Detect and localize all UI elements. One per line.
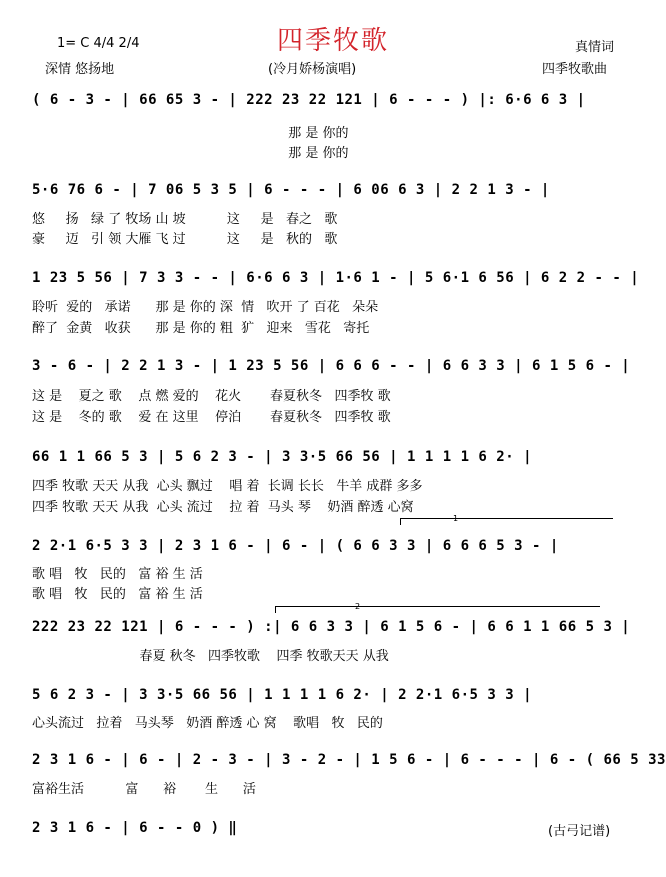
score-system-5-notes: 66 1 1 66 5 3 | 5 6 2 3 - | 3 3·5 66 56 | 1 1 1 1 6 2· |: [32, 449, 533, 465]
score-system-9-lyrics: 富裕生活 富 裕 生 活: [32, 782, 256, 797]
score-system-1-notes: ( 6 - 3 - | 66 65 3 - | 222 23 22 121 | 6 - - - ) |: 6·6 6 3 |: [32, 92, 586, 108]
score-system-7-lyrics: 春夏 秋冬 四季牧歌 四季 牧歌天天 从我: [32, 649, 389, 664]
score-system-4-lyrics-verse-2: 这 是 冬的 歌 爱 在 这里 停泊 春夏秋冬 四季牧 歌: [32, 410, 391, 425]
score-system-2-lyrics-verse-1: 悠 扬 绿 了 牧场 山 坡 这 是 春之 歌: [32, 212, 338, 227]
score-system-2-notes: 5·6 76 6 - | 7 06 5 3 5 | 6 - - - | 6 06 6 3 | 2 2 1 3 - |: [32, 182, 550, 198]
first-ending-number: 1: [453, 514, 459, 523]
score-system-8-lyrics: 心头流过 拉着 马头琴 奶酒 醉透 心 窝 歌唱 牧 民的: [32, 716, 383, 731]
score-system-4-notes: 3 - 6 - | 2 2 1 3 - | 1 23 5 56 | 6 6 6 - - | 6 6 3 3 | 6 1 5 6 - |: [32, 358, 631, 374]
score-system-7-notes: 222 23 22 121 | 6 - - - ) :| 6 6 3 3 | 6 1 5 6 - | 6 6 1 1 66 5 3 |: [32, 619, 631, 635]
score-system-2-lyrics-verse-2: 豪 迈 引 领 大雁 飞 过 这 是 秋的 歌: [32, 232, 338, 247]
score-system-1-lyrics-verse-1: 那 是 你的: [32, 126, 349, 141]
score-system-5-lyrics-verse-2: 四季 牧歌 天天 从我 心头 流过 拉 着 马头 琴 奶酒 醉透 心窝: [32, 500, 414, 515]
score-system-9-notes: 2 3 1 6 - | 6 - | 2 - 3 - | 3 - 2 - | 1 5 6 - | 6 - - - | 6 - ( 66 5 33: [32, 752, 666, 768]
first-ending-bracket: [400, 518, 613, 525]
score-system-3-notes: 1 23 5 56 | 7 3 3 - - | 6·6 6 3 | 1·6 1 - | 5 6·1 6 56 | 6 2 2 - - |: [32, 270, 640, 286]
score-system-5-lyrics-verse-1: 四季 牧歌 天天 从我 心头 飘过 唱 着 长调 长长 牛羊 成群 多多: [32, 479, 423, 494]
score-system-4-lyrics-verse-1: 这 是 夏之 歌 点 燃 爱的 花火 春夏秋冬 四季牧 歌: [32, 389, 391, 404]
score-system-10-notes: 2 3 1 6 - | 6 - - 0 ) ‖: [32, 820, 238, 836]
score-system-8-notes: 5 6 2 3 - | 3 3·5 66 56 | 1 1 1 1 6 2· | 2 2·1 6·5 3 3 |: [32, 687, 533, 703]
score-system-3-lyrics-verse-1: 聆听 爱的 承诺 那 是 你的 深 情 吹开 了 百花 朵朵: [32, 300, 379, 315]
song-title: 四季牧歌: [276, 26, 389, 56]
score-system-3-lyrics-verse-2: 醉了 金黄 收获 那 是 你的 粗 犷 迎来 雪花 寄托: [32, 321, 370, 336]
second-ending-number: 2: [355, 602, 361, 611]
score-system-6-lyrics-verse-2: 歌 唱 牧 民的 富 裕 生 活: [32, 587, 203, 602]
transcriber-credit: (古弓记谱): [548, 824, 611, 839]
key-signature: 1= C 4/4 2/4: [57, 36, 140, 51]
composer-credit: 四季牧歌曲: [542, 62, 608, 77]
score-system-1-lyrics-verse-2: 那 是 你的: [32, 146, 349, 161]
score-system-6-notes: 2 2·1 6·5 3 3 | 2 3 1 6 - | 6 - | ( 6 6 3 3 | 6 6 6 5 3 - |: [32, 538, 559, 554]
mood-marking: 深情 悠扬地: [45, 62, 115, 77]
performer-credit: (冷月娇杨演唱): [268, 62, 357, 77]
lyricist-credit: 真情词: [575, 40, 615, 55]
second-ending-bracket: [275, 606, 600, 613]
score-system-6-lyrics-verse-1: 歌 唱 牧 民的 富 裕 生 活: [32, 567, 203, 582]
